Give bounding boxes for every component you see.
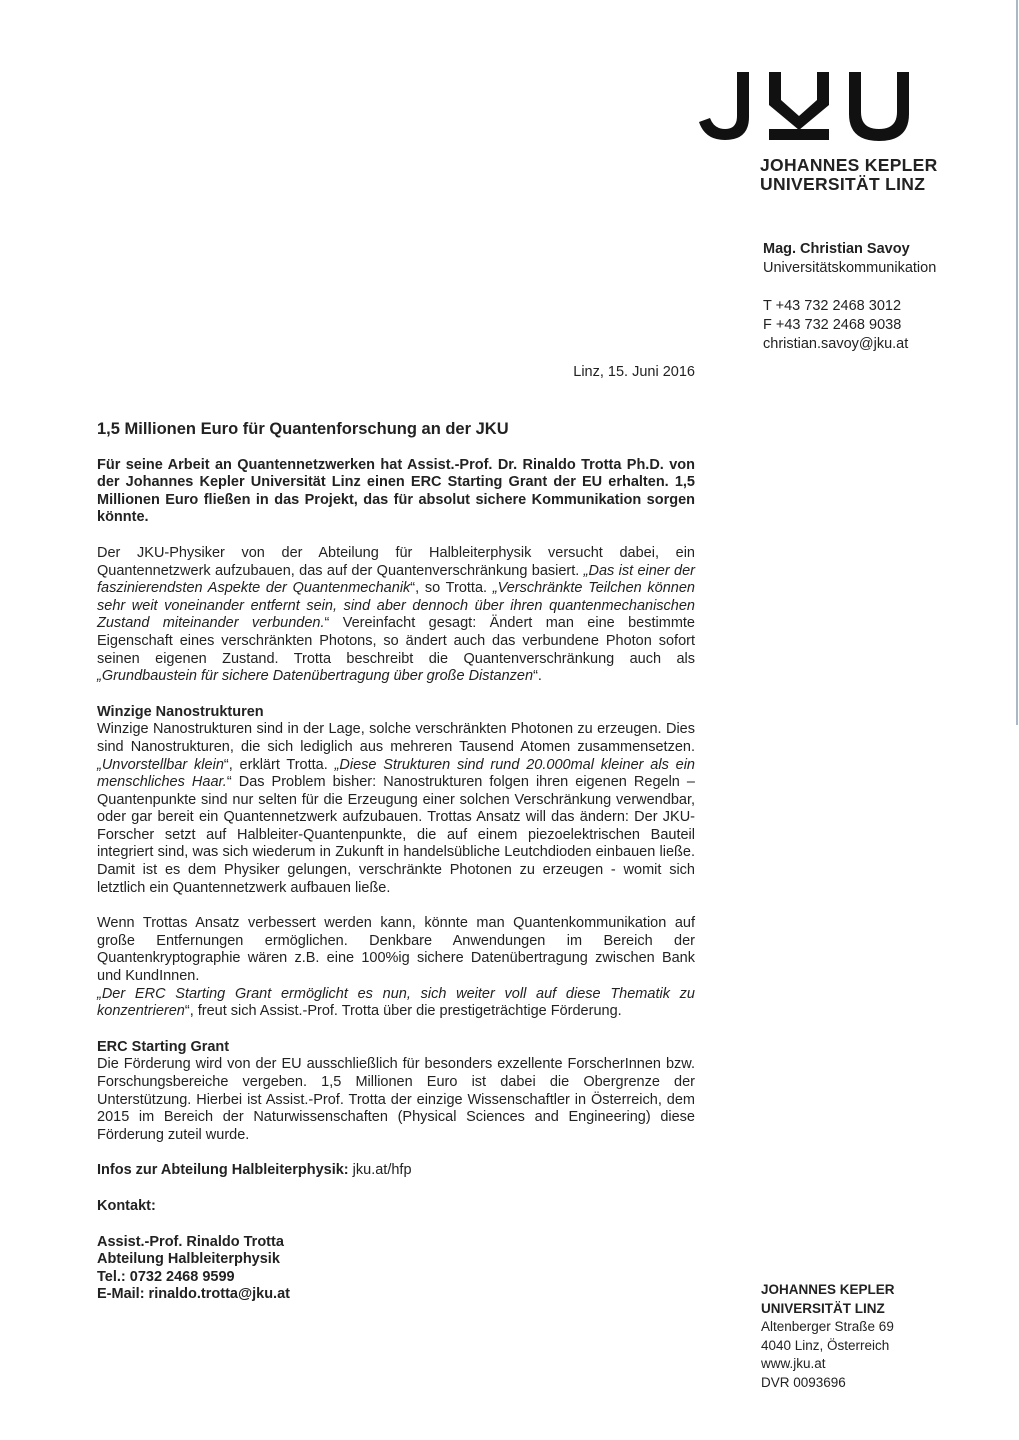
text-span: “ Vereinfacht gesagt: Ändert man eine bestimmte Eigenschaft eines verschränkten Photons, so ändert auch das verbundene Photon sofort seinen eigenen Zustand. Trotta beschreibt die Quantenverschränkung auch als (97, 615, 695, 667)
paragraph-erc-grant: Die Förderung wird von der EU ausschließlich für besonders exzellente ForscherInnen bzw. Forschungsbereiche vergeben. 1,5 Millionen Euro ist dabei die Obergrenze der Unterstützung. Hierbei ist Assist.-Prof. Trotta der einzige Wissenschaftler in Österreich, dem 2015 im Bereich der Naturwissenschaften (Physical Sciences and Engineering) diese Förderung zuteil wurde. (97, 1056, 695, 1143)
contact-heading: Kontakt: (97, 1197, 156, 1214)
footer-line-2: UNIVERSITÄT LINZ (761, 1300, 885, 1316)
paragraph-applications: Wenn Trottas Ansatz verbessert werden kann, könnte man Quantenkommunikation auf große Entfernungen ermöglichen. Denkbare Anwendungen im Bereich der Quantenkryptographie wären z.B. eine 100%ig sichere Datenübertragung zwischen Bank und KundInnen. (97, 915, 695, 985)
quote: „Verschränkte Teilchen können sehr weit voneinander entfernt sein, sind aber dennoch über ihren quantenmechanischen Zustand miteinander verbunden. (97, 580, 695, 632)
sender-name: Mag. Christian Savoy (763, 241, 910, 257)
sender-block (763, 240, 936, 354)
quote: „Grundbaustein für sichere Datenübertragung über große Distanzen (97, 668, 534, 685)
text-span: “, freut sich Assist.-Prof. Trotta über die prestigeträchtige Förderung. (184, 1003, 622, 1020)
contact-email[interactable]: E-Mail: rinaldo.trotta@jku.at (97, 1286, 290, 1303)
section-heading-erc: ERC Starting Grant (97, 1038, 230, 1055)
text-span: “ Das Problem bisher: Nanostrukturen folgen ihren eigenen Regeln – Quantenpunkte sind nur selten für die Erzeugung einer solchen Verschränkung verwendbar, oder gar bereit ein Quantennetzwerk aufzubauen. Trottas Ansatz will das ändern: Der JKU-Forscher setzt auf Halbleiter-Quantenpunkte, die auf einem piezoelektrischen Bauteil integriert sind, was sich wiederum in Zukunft in handelsübliche Leutchdioden einbauen ließe. Damit ist es dem Physiker gelungen, verschränkte Photonen zu erzeugen - womit sich letztlich ein Quantennetzwerk aufbauen ließe. (97, 774, 695, 896)
paragraph-quantum-network (97, 545, 695, 686)
page-edge-divider (1016, 0, 1018, 725)
sender-department: Universitätskommunikation (763, 260, 937, 276)
footer-street: Altenberger Straße 69 (761, 1319, 894, 1335)
paragraph-nanostructures (97, 721, 695, 897)
sender-fax: F +43 732 2468 9038 (763, 317, 902, 333)
jku-logo (697, 72, 947, 142)
text-span: Der JKU-Physiker von der Abteilung für Halbleiterphysik versucht dabei, ein Quantennetzwerk aufzubauen, das auf der Quantenverschränkung basiert. (97, 544, 695, 579)
jku-logo-mark-icon (697, 72, 912, 142)
section-heading-nanostructures: Winzige Nanostrukturen (97, 703, 264, 720)
info-line (97, 1162, 695, 1180)
contact-department: Abteilung Halbleiterphysik (97, 1251, 280, 1268)
footer-address (761, 1281, 895, 1393)
logo-wordmark (760, 156, 938, 194)
info-link[interactable]: jku.at/hfp (352, 1162, 412, 1179)
footer-city: 4040 Linz, Österreich (761, 1337, 890, 1353)
lead-paragraph: Für seine Arbeit an Quantennetzwerken hat Assist.-Prof. Dr. Rinaldo Trotta Ph.D. von der Johannes Kepler Universität Linz einen ERC Starting Grant der EU erhalten. 1,5 Millionen Euro fließen in das Projekt, das für absolut sichere Kommunikation sorgen könnte. (97, 456, 695, 526)
text-span: “, erklärt Trotta. (223, 756, 335, 773)
quote: „Unvorstellbar klein (97, 756, 224, 773)
footer-web[interactable]: www.jku.at (761, 1356, 826, 1372)
quote: „Diese Strukturen sind rund 20.000mal kleiner als ein menschliches Haar. (97, 756, 695, 791)
quote: „Das ist einer der faszinierendsten Aspekte der Quantenmechanik (97, 562, 695, 597)
contact-name: Assist.-Prof. Rinaldo Trotta (97, 1233, 284, 1250)
footer-dvr: DVR 0093696 (761, 1374, 846, 1390)
contact-phone: Tel.: 0732 2468 9599 (97, 1268, 235, 1285)
sender-email[interactable]: christian.savoy@jku.at (763, 336, 909, 352)
footer-line-1: JOHANNES KEPLER (761, 1282, 895, 1297)
paragraph-quote-erc (97, 986, 695, 1021)
logo-line-2: UNIVERSITÄT LINZ (760, 174, 926, 194)
page-title: 1,5 Millionen Euro für Quantenforschung an der JKU (97, 420, 509, 438)
sender-phone: T +43 732 2468 3012 (763, 298, 902, 314)
press-release-body (97, 421, 695, 1304)
document-date: Linz, 15. Juni 2016 (573, 364, 695, 380)
quote: „Der ERC Starting Grant ermöglicht es nun, sich weiter voll auf diese Thematik zu konzentrieren (97, 985, 695, 1020)
info-label: Infos zur Abteilung Halbleiterphysik: (97, 1162, 349, 1179)
logo-line-1: JOHANNES KEPLER (760, 155, 938, 175)
text-span: Winzige Nanostrukturen sind in der Lage, solche verschränkten Photonen zu erzeugen. Dies sind Nanostrukturen, die sich lediglich aus mehreren Tausend Atomen zusammensetzen. (97, 721, 695, 755)
text-span: “, so Trotta. (410, 580, 493, 597)
text-span: “. (533, 668, 542, 685)
